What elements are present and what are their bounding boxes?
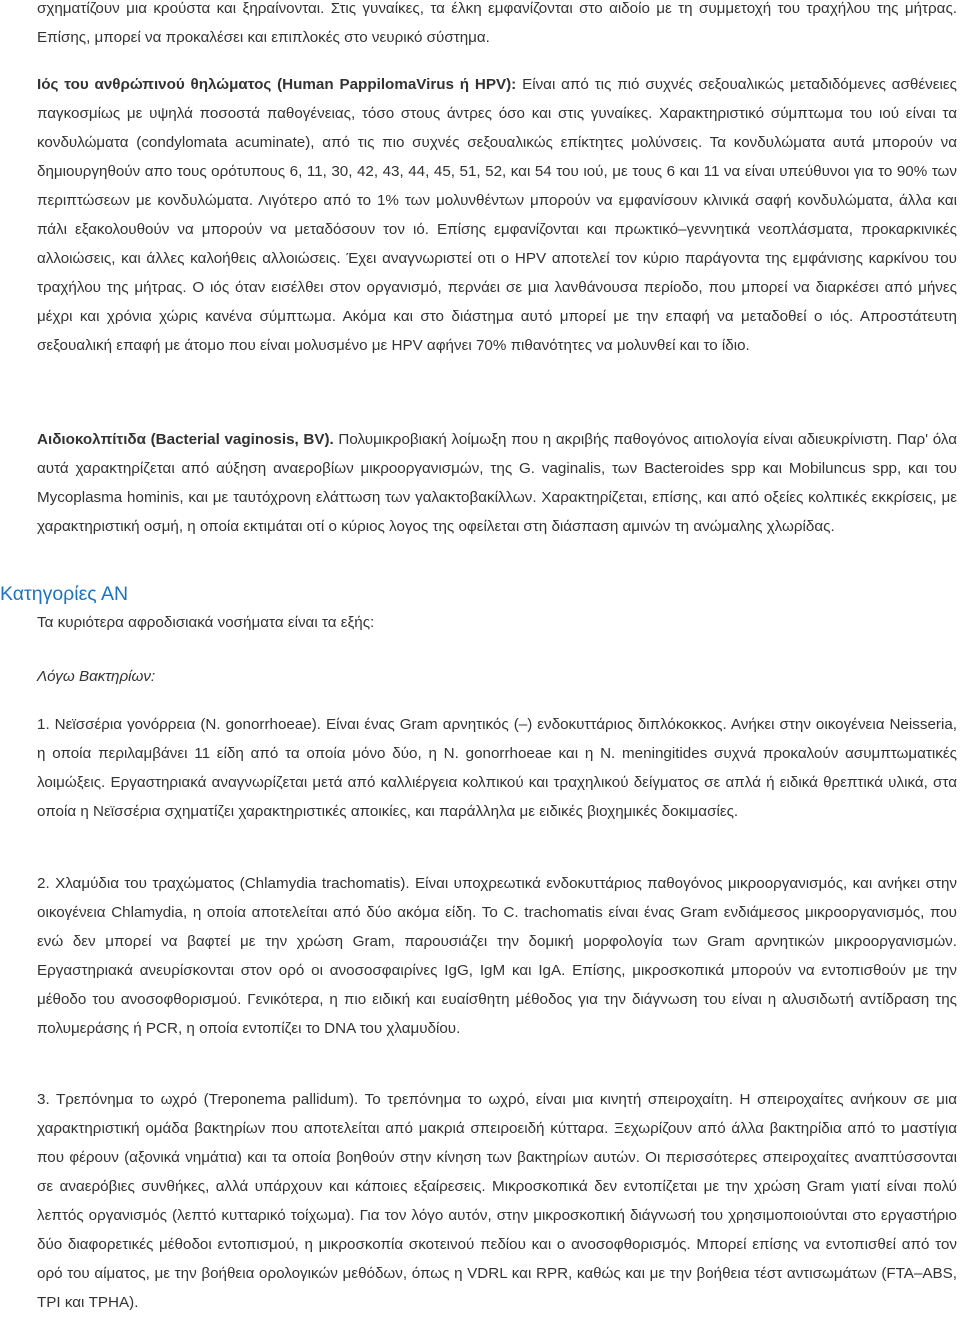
paragraph-genital-herpes-end [37, 0, 957, 52]
paragraph-bold-lead: Αιδιοκολπίτιδα (Bacterial vaginosis, BV). [37, 431, 334, 448]
paragraph-bacterial-vaginosis [37, 425, 957, 541]
section-heading: Κατηγορίες ΑΝ [0, 583, 129, 605]
section-intro: Τα κυριότερα αφροδισιακά νοσήματα είναι τα εξής: [37, 614, 375, 631]
paragraph-bold-lead: Ιός του ανθρώπινού θηλώματος (Human PappilomaVirus ή HPV): [37, 76, 517, 93]
list-item-text: 2. Χλαμύδια του τραχώματος (Chlamydia trachomatis). Είναι υποχρεωτικά ενδοκυττάριος παθογόνος μικροοργανισμός, και ανήκει στην οικογένεια Chlamydia, η οποία αποτελείται από δύο ακόμα είδη. Το C. trachomatis είναι ένας Gram ενδιάμεσος μικροοργανισμός, που ενώ δεν μπορεί να βαφτεί με την χρώση Gram, παρουσιάζει την δομική μορφολογία των Gram αρνητικών μικροοργανισμών. Εργαστηριακά ανευρίσκονται στον ορό οι ανοσοσφαιρίνες IgG, IgM και IgA. Επίσης, μικροσκοπικά μπορούν να εντοπισθούν με την μέθοδο του ανοσοφθορισμού. Γενικότερα, η πιο ειδική και ευαίσθητη μέθοδος για την διάγνωση του είναι η αλυσιδωτή αντίδραση της πολυμεράσης ή PCR, η οποία εντοπίζει το DNA του χλαμυδίου. [37, 875, 957, 1037]
paragraph-hpv [37, 70, 957, 360]
section-subheading: Λόγω Βακτηρίων: [37, 668, 156, 685]
list-item-chlamydia [37, 869, 957, 1043]
paragraph-text: Είναι από τις πιό συχνές σεξουαλικώς μεταδιδόμενες ασθένειες παγκοσμίως με υψηλά ποσοστά παθογένειας, τόσο στους άντρες όσο και στις γυναίκες. Χαρακτηριστικό σύμπτωμα του ιού είναι τα κονδυλώματα (condylomata acuminate), από τις πιο συχνές σεξουαλικώς επίκτητες μολύνσεις. Τα κονδυλώματα αυτά μπορούν να δημιουργηθούν απο τους ορότυπους 6, 11, 30, 42, 43, 44, 45, 51, 52, και 54 του ιού, με τους 6 και 11 να είναι υπεύθυνοι για το 90% των περιπτώσεων με κονδυλώματα. Λιγότερο από το 1% των μολυνθέντων μπορούν να εμφανίσουν κλινικά σαφή κονδυλώματα, άλλα και πάλι εξακολουθούν να μπορούν να μεταδόσουν τον ιό. Επίσης εμφανίζονται και πρωκτικό–γεννητικά νεοπλάσματα, προκαρκινικές αλλοιώσεις, και άλλες καλοήθεις αλλοιώσεις. Έχει αναγνωριστεί οτι ο HPV αποτελεί τον κύριο παράγοντα της εμφάνισης καρκίνου του τραχήλου της μήτρας. Ο ιός όταν εισέλθει στον οργανισμό, περνάει σε μια λανθάνουσα περίοδο, που μπορεί να διαρκέσει από μήνες μέχρι και χρόνια χώρις κανένα σύμπτωμα. Ακόμα και στο διάστημα αυτό μπορεί με την επαφή να μεταδοθεί ο ιός. Απροστάτευτη σεξουαλική επαφή με άτομο που είναι μολυσμένο με HPV αφήνει 70% πιθανότητες να μολυνθεί και το ίδιο. [37, 76, 957, 354]
paragraph-text: σχηματίζουν μια κρούστα και ξηραίνονται. Στις γυναίκες, τα έλκη εμφανίζονται στο αιδοίο με τη συμμετοχή του τραχήλου της μήτρας. Επίσης, μπορεί να προκαλέσει και επιπλοκές στο νευρικό σύστημα. [37, 0, 957, 46]
list-item-treponema [37, 1085, 957, 1317]
paragraph-text: Πολυμικροβιακή λοίμωξη που η ακριβής παθογόνος αιτιολογία είναι αδιευκρίνιστη. Παρ' όλα αυτά χαρακτηρίζεται από αύξηση αναεροβίων μικροοργανισμών, της G. vaginalis, των Bacteroides spp και Mobiluncus spp, και του Mycoplasma hominis, και με ταυτόχρονη ελάττωση των γαλακτοβακίλλων. Χαρακτηρίζεται, επίσης, και από οξείες κολπικές εκκρίσεις, με χαρακτηριστική οσμή, η οποία εκτιμάται οτί ο κύριος λογος της οφείλεται στη διάσπαση αμινών τη ανώμαλης χλωρίδας. [37, 431, 957, 535]
list-item-text: 3. Τρεπόνημα το ωχρό (Treponema pallidum). Το τρεπόνημα το ωχρό, είναι μια κινητή σπειροχαίτη. Η σπειροχαίτες ανήκουν σε μια χαρακτηριστική ομάδα βακτηρίων που αποτελείται από μακριά σπειροειδή κύτταρα. Ξεχωρίζουν από άλλα βακτηρίδια από το μαστίγια που φέρουν (αξονικά νημάτια) και τα οποία βοηθούν στην κίνηση των βακτηρίων αυτών. Οι περισσότερες σπειροχαίτες αναπτύσσονται σε αναερόβιες συνθήκες, αλλά υπάρχουν και κάποιες εξαίρεσεις. Μικροσκοπικά δεν εντοπίζεται με την χρώση Gram γιατί είναι πολύ λεπτός οργανισμός (λεπτό κυτταρικό τοίχωμα). Για τον λόγο αυτόν, στην μικροσκοπική διάγνωσή του χρησιμοποιούνται στο εργαστήριο δύο διαφορετικές μέθοδοι εντοπισμού, η μικροσκοπία σκοτεινού πεδίου και ο ανοσοφθορισμός. Μπορεί επίσης να εντοπισθεί από τον ορό του αίματος, με την βοήθεια ορολογικών μεθόδων, όπως η VDRL και RPR, καθώς και με την βοήθεια τέστ αντισωμάτων (FTA–ABS, TPI και TPHA). [37, 1091, 957, 1311]
list-item-gonorrhoeae [37, 710, 957, 826]
list-item-text: 1. Νεϊσσέρια γονόρρεια (N. gonorrhoeae). Είναι ένας Gram αρνητικός (–) ενδοκυττάριος διπλόκοκκος. Ανήκει στην οικογένεια Neisseria, η οποία περιλαμβάνει 11 είδη από τα οποία μόνο δύο, η N. gonorrhoeae και η N. meningitides συχνά προκαλούν ασυμπτωματικές λοιμώξεις. Εργαστηριακά αναγνωρίζεται μετά από καλλιέργεια κολπικού και τραχηλικού δείγματος σε απλά ή ειδικά θρεπτικά υλικά, στα οποία η Νεϊσσέρια σχηματίζει χαρακτηριστικές αποικίες, και παράλληλα με ειδικές βιοχημικές δοκιμασίες. [37, 716, 957, 820]
